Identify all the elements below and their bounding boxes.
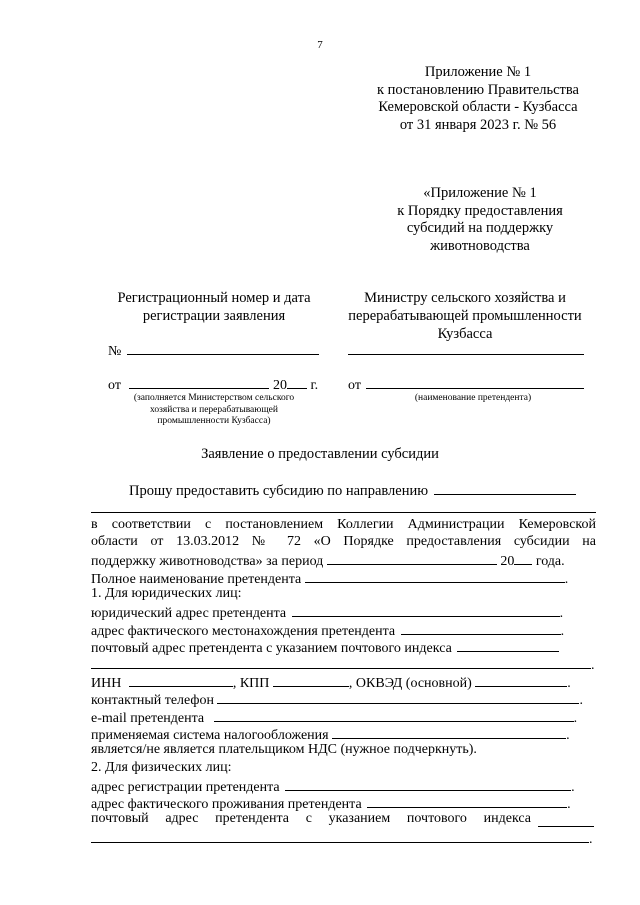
postal-address-label: почтовый адрес претендента с указанием почтового индекса bbox=[91, 641, 452, 656]
dot: . bbox=[559, 606, 564, 621]
addressee-line: перерабатывающей промышленности bbox=[348, 308, 582, 324]
year-suffix: г. bbox=[310, 378, 319, 393]
addressee-block bbox=[338, 289, 592, 343]
tax-system-field[interactable] bbox=[332, 725, 566, 739]
addressee-from-row bbox=[348, 375, 584, 394]
individual-postal-field[interactable] bbox=[538, 826, 594, 827]
dot: . bbox=[573, 711, 578, 726]
dot: . bbox=[589, 832, 593, 847]
dot: . bbox=[560, 624, 565, 639]
individual-postal-continuation-field[interactable] bbox=[91, 829, 589, 843]
okved-label: , ОКВЭД (основной) bbox=[348, 676, 472, 691]
applicant-name-note: (наименование претендента) bbox=[414, 393, 532, 403]
individual-postal-continuation-row bbox=[91, 829, 596, 848]
addressee-line: Кузбасса bbox=[437, 326, 493, 342]
period-year-prefix: 20 bbox=[500, 554, 515, 569]
phone-row bbox=[91, 690, 596, 709]
registration-heading-line: Регистрационный номер и дата bbox=[117, 290, 311, 306]
actual-location-field[interactable] bbox=[401, 621, 561, 635]
annex-line: «Приложение № 1 bbox=[423, 185, 537, 201]
postal-address-field[interactable] bbox=[457, 638, 559, 652]
note-line: промышленности Кузбасса) bbox=[157, 416, 271, 426]
registration-address-field[interactable] bbox=[285, 777, 571, 791]
annex-line: к постановлению Правительства bbox=[377, 81, 579, 98]
email-field[interactable] bbox=[214, 708, 574, 722]
actual-location-label: адрес фактического местонахождения претендента bbox=[91, 624, 396, 639]
subsidy-direction-field[interactable] bbox=[434, 481, 576, 495]
annex-line: субсидий на поддержку bbox=[406, 220, 554, 236]
full-name-label: Полное наименование претендента bbox=[91, 572, 302, 587]
legal-address-field[interactable] bbox=[292, 603, 560, 617]
dot: . bbox=[567, 797, 571, 812]
actual-residence-label: адрес фактического проживания претендента bbox=[91, 797, 362, 812]
postal-address-continuation-row bbox=[91, 655, 596, 674]
request-row bbox=[129, 481, 576, 500]
dot: . bbox=[567, 676, 571, 691]
kpp-label: , КПП bbox=[232, 676, 270, 691]
resolution-line: области от 13.03.2012 № 72 «О Порядке предоставления субсидии на bbox=[91, 534, 596, 549]
page-title: Заявление о предоставлении субсидии bbox=[201, 446, 439, 462]
annex-line: к Порядку предоставления bbox=[397, 202, 563, 219]
annex-line: Кемеровской области - Кузбасса bbox=[378, 99, 578, 115]
addressee-from-label: от bbox=[348, 378, 361, 393]
dot: . bbox=[564, 572, 569, 587]
okved-field[interactable] bbox=[475, 673, 567, 687]
phone-field[interactable] bbox=[217, 690, 579, 704]
registration-number-row bbox=[108, 341, 319, 360]
actual-residence-field[interactable] bbox=[367, 794, 567, 808]
note-line: (заполняется Министерством сельского bbox=[133, 393, 295, 403]
year-prefix: 20 bbox=[272, 378, 287, 393]
annex-line: от 31 января 2023 г. № 56 bbox=[399, 116, 557, 133]
period-label: поддержку животноводства» за период bbox=[91, 554, 324, 569]
dot: . bbox=[566, 728, 570, 743]
individual-postal-label: почтовый адрес претендента с указанием почтового индекса bbox=[91, 811, 531, 826]
email-label: e-mail претендента bbox=[91, 711, 205, 726]
individuals-header: 2. Для физических лиц: bbox=[91, 760, 232, 775]
legal-address-row bbox=[91, 603, 596, 622]
period-field[interactable] bbox=[327, 551, 497, 565]
addressee-line: Министру сельского хозяйства и bbox=[364, 290, 566, 306]
annex-line: Приложение № 1 bbox=[424, 64, 532, 80]
applicant-name-field[interactable] bbox=[366, 375, 584, 389]
legal-address-label: юридический адрес претендента bbox=[91, 606, 287, 621]
dot: . bbox=[571, 780, 575, 795]
dot: . bbox=[579, 693, 583, 708]
registration-year-field[interactable] bbox=[287, 375, 307, 389]
tax-system-label: применяемая система налогообложения bbox=[91, 728, 329, 743]
registration-number-field[interactable] bbox=[127, 341, 319, 355]
period-year-suffix: года. bbox=[535, 554, 565, 569]
kpp-field[interactable] bbox=[273, 673, 349, 687]
page-number: 7 bbox=[317, 39, 323, 51]
postal-address-continuation-field[interactable] bbox=[91, 655, 591, 669]
annex-procedure-block bbox=[350, 185, 610, 255]
phone-label: контактный телефон bbox=[91, 693, 214, 708]
registration-date-field[interactable] bbox=[129, 375, 269, 389]
registration-address-label: адрес регистрации претендента bbox=[91, 780, 280, 795]
addressee-name-field[interactable] bbox=[348, 354, 584, 355]
vat-status: является/не является плательщиком НДС (нужное подчеркнуть). bbox=[91, 742, 477, 757]
number-sign: № bbox=[108, 344, 122, 359]
subsidy-direction-continuation[interactable] bbox=[91, 512, 596, 513]
note-line: хозяйства и перерабатывающей bbox=[150, 404, 278, 415]
inn-field[interactable] bbox=[129, 673, 233, 687]
request-label: Прошу предоставить субсидию по направлению bbox=[129, 483, 429, 499]
period-year-field[interactable] bbox=[514, 551, 532, 565]
resolution-line: в соответствии с постановлением Коллегии Администрации Кемеровской bbox=[91, 517, 596, 532]
full-name-field[interactable] bbox=[305, 569, 565, 583]
period-row bbox=[91, 551, 596, 570]
annex-resolution-block bbox=[348, 64, 608, 134]
legal-entities-header: 1. Для юридических лиц: bbox=[91, 586, 242, 601]
registration-heading bbox=[100, 289, 328, 325]
registration-heading-line: регистрации заявления bbox=[142, 308, 286, 324]
registration-date-row bbox=[108, 375, 318, 394]
annex-line: животноводства bbox=[430, 237, 530, 254]
dot: . bbox=[591, 658, 595, 673]
inn-label: ИНН bbox=[91, 676, 122, 691]
registration-note bbox=[108, 393, 320, 428]
date-from-label: от bbox=[108, 378, 121, 393]
